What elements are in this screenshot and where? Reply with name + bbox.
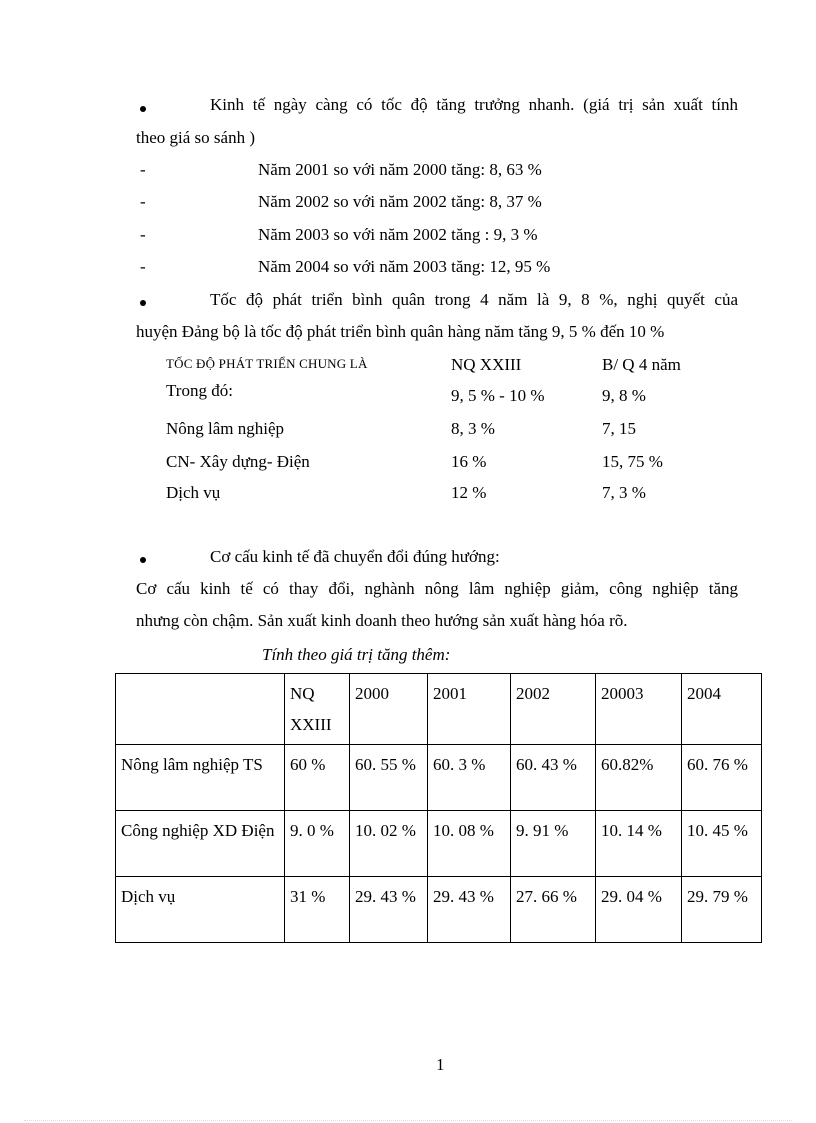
summary-row-bq: 15, 75 % — [602, 452, 663, 471]
table-header-cell: 2001 — [428, 674, 511, 745]
table-row — [116, 811, 762, 877]
table-header-cell: 2004 — [682, 674, 762, 745]
table-cell: Công nghiệp XD Điện — [116, 811, 285, 877]
bullet-2-line-2: huyện Đảng bộ là tốc độ phát triển bình quân hàng năm tăng 9, 5 % đến 10 % — [136, 322, 665, 341]
table-cell: 29. 79 % — [682, 877, 762, 943]
table-cell: 10. 45 % — [682, 811, 762, 877]
summary-row-nq: 12 % — [451, 483, 487, 502]
table-header-row — [116, 674, 762, 745]
table-cell: 10. 08 % — [428, 811, 511, 877]
growth-item: Năm 2004 so với năm 2003 tăng: 12, 95 % — [258, 257, 551, 276]
table-cell: Nông lâm nghiệp TS — [116, 745, 285, 811]
table-header-cell: 20003 — [596, 674, 682, 745]
structure-para-line-1: Cơ cấu kinh tế có thay đổi, nghành nông lâm nghiệp giảm, công nghiệp tăng — [136, 579, 738, 598]
table-caption: Tính theo giá trị tăng thêm: — [262, 645, 451, 664]
summary-row-nq: 9, 5 % - 10 % — [451, 386, 545, 405]
bullet-1-line-2: theo giá so sánh ) — [136, 128, 255, 147]
table-cell: 60. 43 % — [511, 745, 596, 811]
table-row — [116, 745, 762, 811]
summary-row-bq: 7, 15 — [602, 419, 636, 438]
summary-row-nq: 8, 3 % — [451, 419, 495, 438]
summary-col-bq: B/ Q 4 năm — [602, 355, 681, 374]
dash-marker: - — [140, 160, 146, 179]
table-cell: 29. 43 % — [428, 877, 511, 943]
table-cell: 10. 02 % — [350, 811, 428, 877]
table-cell: 60 % — [285, 745, 350, 811]
table-header-cell: 2000 — [350, 674, 428, 745]
table-cell: 9. 91 % — [511, 811, 596, 877]
bullet-dot — [140, 106, 146, 112]
bullet-dot — [140, 300, 146, 306]
summary-row-label: Nông lâm nghiệp — [166, 419, 285, 438]
dash-marker: - — [140, 192, 146, 211]
summary-row-label: CN- Xây dựng- Điện — [166, 452, 310, 471]
summary-row-bq: 7, 3 % — [602, 483, 646, 502]
table-cell: 60. 55 % — [350, 745, 428, 811]
summary-row-label: Trong đó: — [166, 381, 233, 400]
table-cell: 29. 04 % — [596, 877, 682, 943]
page-bottom-divider — [24, 1120, 792, 1121]
table-header-cell: NQ XXIII — [285, 674, 350, 745]
bullet-2-line-1: Tốc độ phát triển bình quân trong 4 năm là 9, 8 %, nghị quyết của — [210, 290, 738, 309]
table-cell: 31 % — [285, 877, 350, 943]
growth-item: Năm 2003 so với năm 2002 tăng : 9, 3 % — [258, 225, 538, 244]
growth-item: Năm 2002 so với năm 2002 tăng: 8, 37 % — [258, 192, 542, 211]
bullet-dot — [140, 557, 146, 563]
table-cell: 60. 3 % — [428, 745, 511, 811]
table-cell: 27. 66 % — [511, 877, 596, 943]
table-cell: 9. 0 % — [285, 811, 350, 877]
table-cell: 60.82% — [596, 745, 682, 811]
table-row — [116, 877, 762, 943]
dash-marker: - — [140, 225, 146, 244]
bullet-3-text: Cơ cấu kinh tế đã chuyển đổi đúng hướng: — [210, 547, 500, 566]
economic-structure-table — [115, 673, 762, 943]
bullet-1-line-1: Kinh tế ngày càng có tốc độ tăng trưởng nhanh. (giá trị sản xuất tính — [210, 95, 738, 114]
summary-row-nq: 16 % — [451, 452, 487, 471]
table-cell: 29. 43 % — [350, 877, 428, 943]
summary-row-label: Dịch vụ — [166, 483, 221, 502]
table-header-cell: 2002 — [511, 674, 596, 745]
growth-item: Năm 2001 so với năm 2000 tăng: 8, 63 % — [258, 160, 542, 179]
page-number: 1 — [436, 1055, 445, 1074]
summary-row-bq: 9, 8 % — [602, 386, 646, 405]
table-cell: 10. 14 % — [596, 811, 682, 877]
table-cell: Dịch vụ — [116, 877, 285, 943]
summary-heading: TỐC ĐỘ PHÁT TRIỂN CHUNG LÀ — [166, 356, 368, 371]
table-cell: 60. 76 % — [682, 745, 762, 811]
structure-para-line-2: nhưng còn chậm. Sản xuất kinh doanh theo hướng sản xuất hàng hóa rõ. — [136, 611, 628, 630]
summary-col-nq: NQ XXIII — [451, 355, 522, 374]
table-header-cell — [116, 674, 285, 745]
dash-marker: - — [140, 257, 146, 276]
